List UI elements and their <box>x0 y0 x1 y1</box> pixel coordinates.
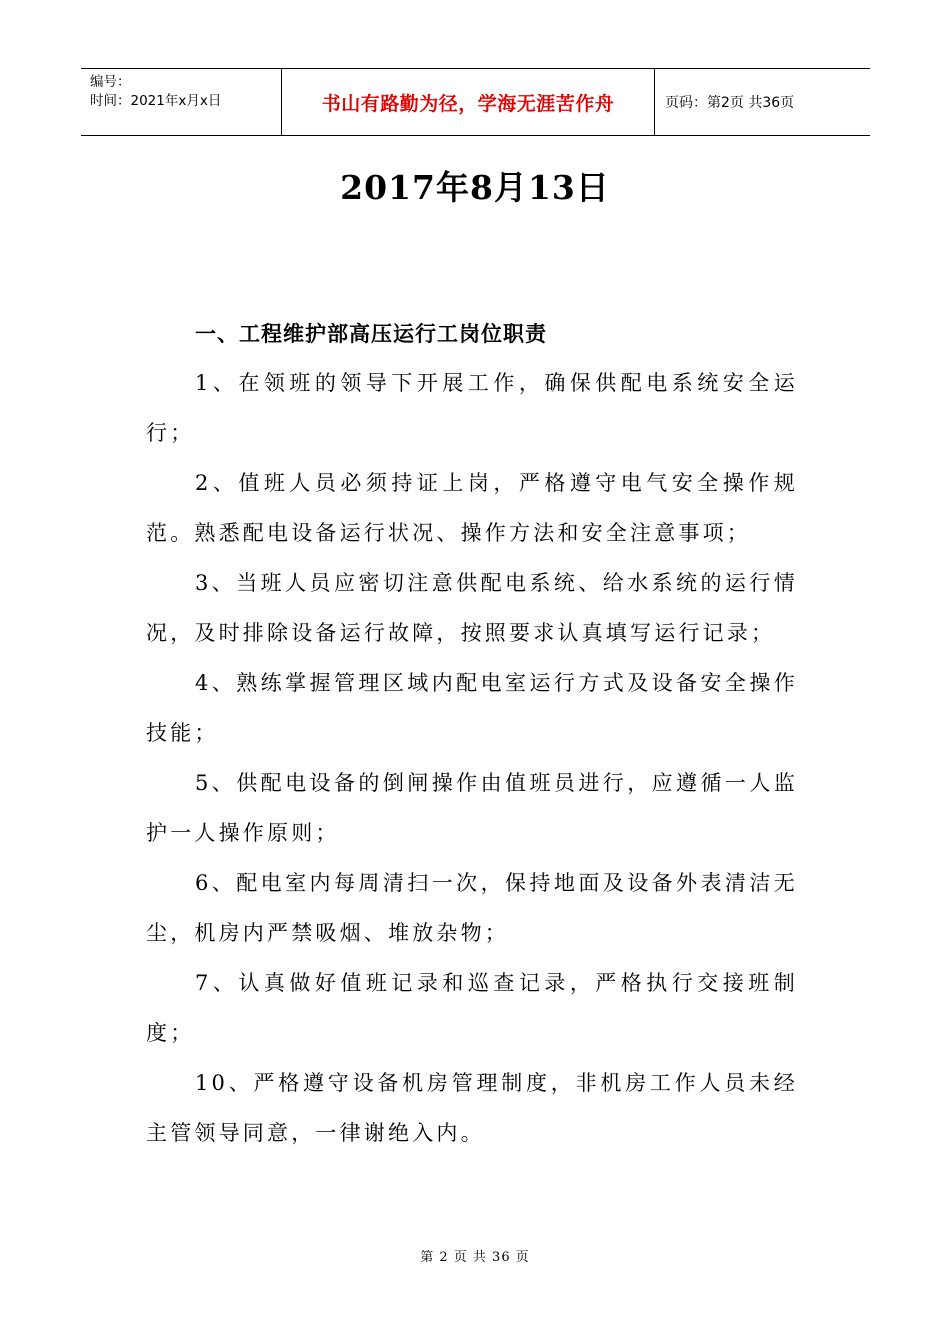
duties-list <box>146 358 798 1158</box>
duty-item: 5、供配电设备的倒闸操作由值班员进行，应遵循一人监护一人操作原则； <box>146 771 798 845</box>
document-date: 2017年8月13日 <box>340 168 610 207</box>
page-header <box>81 68 870 136</box>
duty-item: 1、在领班的领导下开展工作，确保供配电系统安全运行； <box>146 371 798 445</box>
document-number-label: 编号： <box>90 74 131 90</box>
duty-item: 3、当班人员应密切注意供配电系统、给水系统的运行情况，及时排除设备运行故障，按照要求认真填写运行记录； <box>146 571 798 645</box>
header-page-number: 页码：第2页 共36页 <box>665 95 795 111</box>
duty-item: 10、严格遵守设备机房管理制度，非机房工作人员未经主管领导同意，一律谢绝入内。 <box>146 1071 798 1145</box>
duty-item: 2、值班人员必须持证上岗，严格遵守电气安全操作规范。熟悉配电设备运行状况、操作方法和安全注意事项； <box>146 471 798 545</box>
header-motto: 书山有路勤为径，学海无涯苦作舟 <box>321 92 615 115</box>
section-title: 一、工程维护部高压运行工岗位职责 <box>195 322 547 346</box>
document-time-label: 时间：2021年x月x日 <box>90 93 222 109</box>
duty-item: 4、熟练掌握管理区域内配电室运行方式及设备安全操作技能； <box>146 671 798 745</box>
page-footer: 第 2 页 共 36 页 <box>420 1250 530 1265</box>
header-page-cell <box>655 69 870 135</box>
duty-item: 6、配电室内每周清扫一次，保持地面及设备外表清洁无尘，机房内严禁吸烟、堆放杂物； <box>146 871 798 945</box>
header-meta-cell <box>81 69 282 135</box>
header-motto-cell <box>282 69 655 135</box>
duty-item: 7、认真做好值班记录和巡查记录，严格执行交接班制度； <box>146 971 798 1045</box>
